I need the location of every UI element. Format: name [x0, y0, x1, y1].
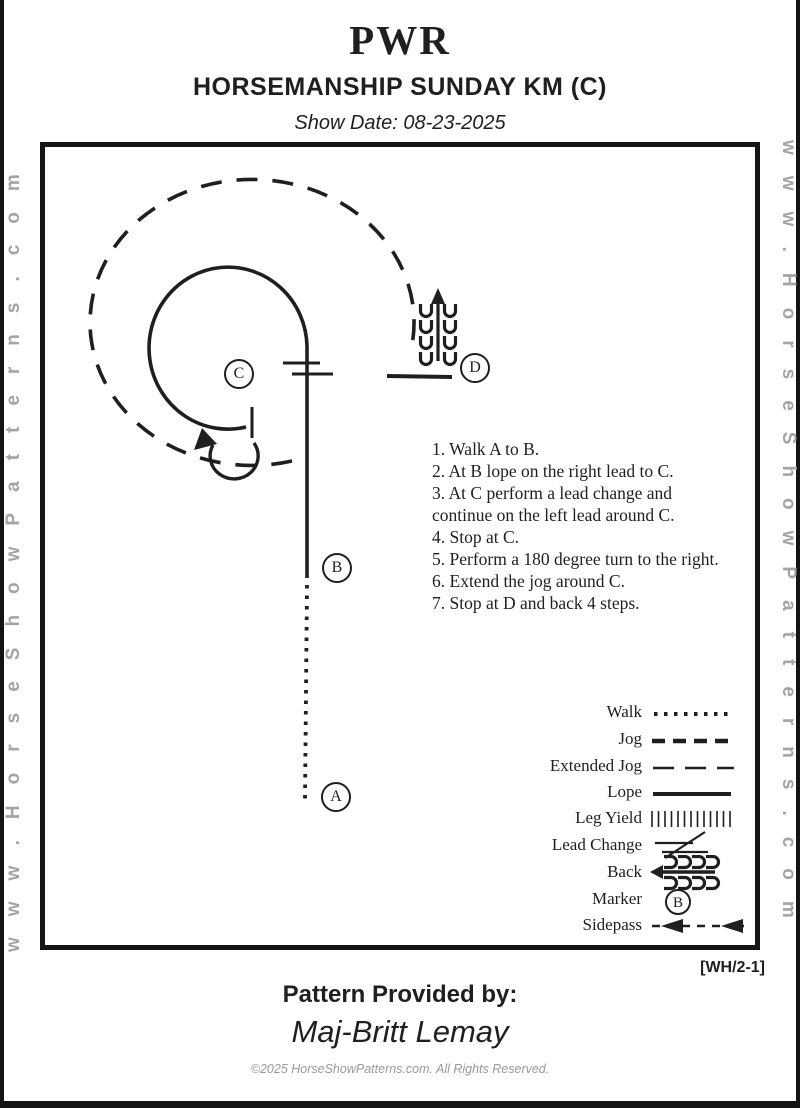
legend-label-marker: Marker [591, 889, 642, 908]
show-date: Show Date: 08-23-2025 [294, 112, 506, 134]
class-title: HORSEMANSHIP SUNDAY KM (C) [193, 73, 607, 101]
marker-a: A [321, 782, 351, 812]
instruction-line: 1. Walk A to B. [432, 439, 540, 459]
provided-by-label: Pattern Provided by: [282, 981, 518, 1008]
watermark-left: www.HorseShowPatterns.com [3, 153, 24, 952]
jog-line-symbol [648, 733, 748, 749]
instruction-line: 4. Stop at C. [432, 527, 520, 547]
legend-label-walk: Walk [606, 702, 642, 721]
instruction-line: 5. Perform a 180 degree turn to the right. [432, 549, 719, 569]
marker-d: D [460, 353, 490, 383]
instruction-line: 2. At B lope on the right lead to C. [432, 461, 674, 481]
extended-jog-line-symbol [648, 760, 748, 776]
leg-yield-symbol [648, 810, 748, 828]
provided-by-name: Maj-Britt Lemay [291, 1014, 509, 1049]
legend-label-extended-jog: Extended Jog [549, 756, 642, 775]
instruction-list [432, 438, 724, 614]
sidepass-symbol [648, 916, 748, 936]
watermark-right: www.HorseShowPatterns.com [778, 140, 799, 939]
walk-path [305, 585, 307, 801]
walk-line-symbol [648, 706, 748, 722]
legend-label-back: Back [607, 862, 642, 881]
instruction-line: 3. At C perform a lead change and continue on the left lead around C. [432, 483, 675, 525]
back-symbol [648, 855, 748, 891]
legend-label-jog: Jog [618, 729, 642, 748]
legend-label-lead-change: Lead Change [551, 835, 642, 854]
pattern-code: [WH/2-1] [700, 959, 765, 976]
instruction-line: 6. Extend the jog around C. [432, 571, 625, 591]
lope-line-symbol [648, 786, 748, 802]
legend-label-leg-yield: Leg Yield [575, 808, 642, 827]
marker-c: C [224, 359, 254, 389]
legend-label-lope: Lope [607, 782, 642, 801]
marker-symbol [648, 888, 748, 916]
marker-b: B [322, 553, 352, 583]
legend-marker-letter: B [672, 895, 684, 911]
page-title: PWR [349, 17, 451, 63]
stop-line-d [387, 376, 452, 377]
copyright-line: ©2025 HorseShowPatterns.com. All Rights Reserved. [250, 1062, 550, 1076]
instruction-line: 7. Stop at D and back 4 steps. [432, 593, 640, 613]
lope-path [149, 267, 307, 578]
back-symbol-d [421, 288, 456, 365]
legend-label-sidepass: Sidepass [582, 915, 642, 934]
